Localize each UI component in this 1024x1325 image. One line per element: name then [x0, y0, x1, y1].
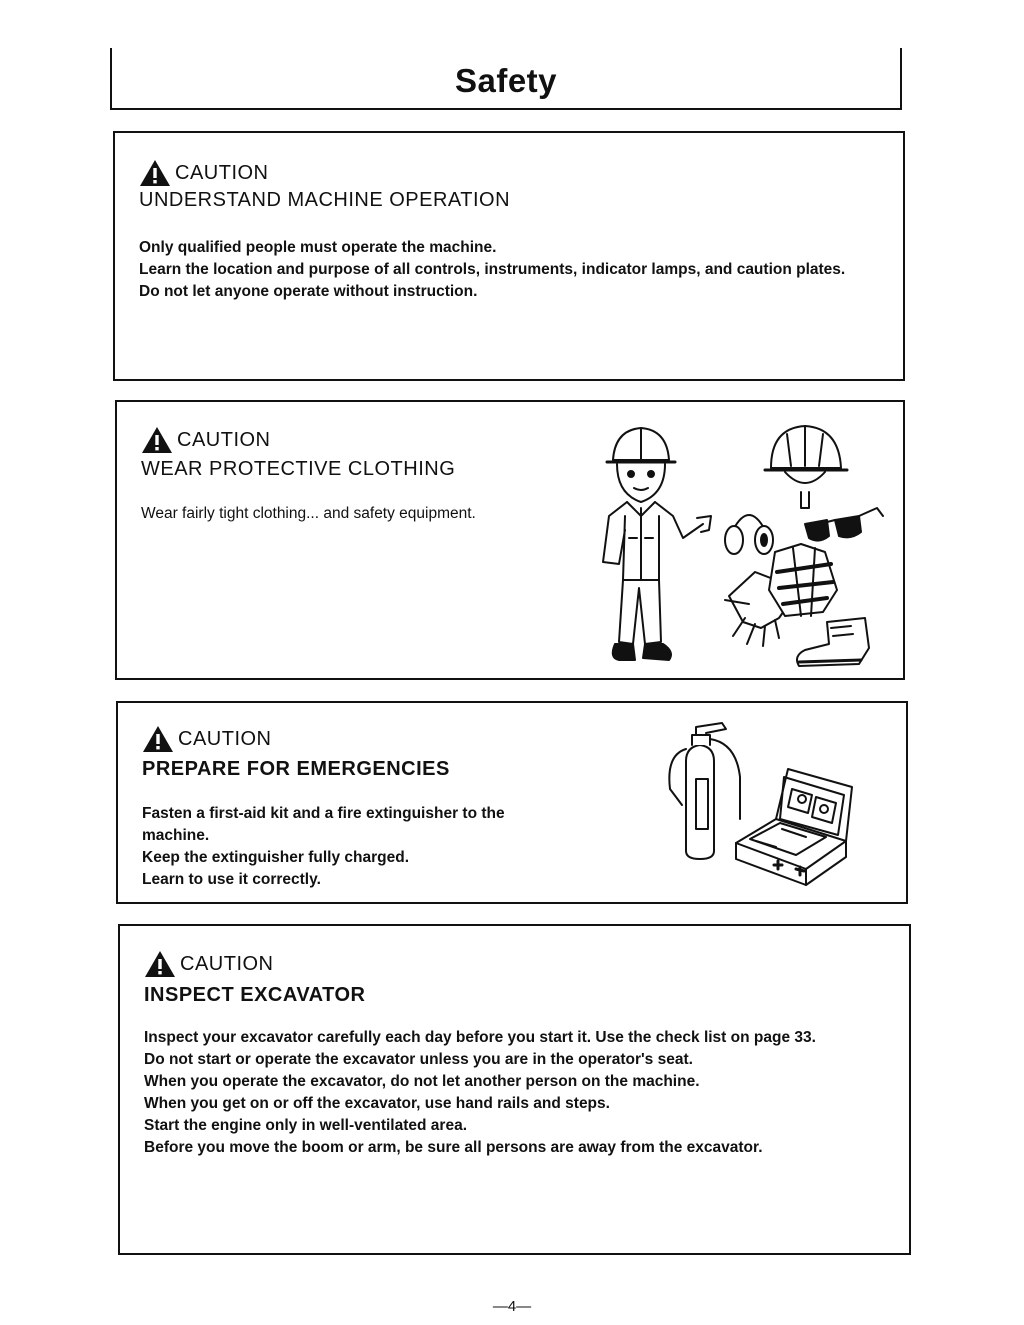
panel-body	[142, 803, 562, 891]
caution-label-row	[142, 725, 272, 753]
body-line: Keep the extinguisher fully charged.	[142, 849, 410, 866]
caution-word: CAUTION	[177, 428, 271, 451]
warning-triangle-icon	[144, 950, 176, 978]
emergency-equipment-illustration	[656, 719, 856, 889]
body-line: Before you move the boom or arm, be sure all persons are away from the excavator.	[144, 1139, 763, 1156]
caution-panel-emergencies	[116, 701, 908, 904]
body-line: Learn to use it correctly.	[142, 871, 321, 888]
caution-panel-protective-clothing	[115, 400, 905, 680]
body-line: Only qualified people must operate the machine.	[139, 239, 497, 256]
body-line: Do not start or operate the excavator unless you are in the operator's seat.	[144, 1051, 693, 1068]
page-header	[110, 48, 902, 110]
caution-label-row	[139, 159, 269, 187]
body-line: Do not let anyone operate without instruction.	[139, 283, 478, 300]
panel-heading: UNDERSTAND MACHINE OPERATION	[139, 189, 511, 211]
warning-triangle-icon	[142, 725, 174, 753]
body-line: When you get on or off the excavator, use hand rails and steps.	[144, 1095, 610, 1112]
body-line: Start the engine only in well-ventilated area.	[144, 1117, 467, 1134]
body-line: Inspect your excavator carefully each day before you start it. Use the check list on page 33.	[144, 1029, 816, 1046]
body-line: Learn the location and purpose of all controls, instruments, indicator lamps, and caution plates.	[139, 261, 846, 278]
warning-triangle-icon	[139, 159, 171, 187]
body-line: Fasten a first-aid kit and a fire extinguisher to the machine.	[142, 805, 505, 844]
panel-body	[144, 1027, 889, 1159]
page-number: —4—	[492, 1298, 532, 1315]
caution-panel-machine-operation	[113, 131, 905, 381]
page-title: Safety	[454, 62, 558, 99]
caution-label-row	[141, 426, 271, 454]
warning-triangle-icon	[141, 426, 173, 454]
caution-word: CAUTION	[180, 952, 274, 975]
panel-heading: WEAR PROTECTIVE CLOTHING	[141, 458, 456, 480]
caution-panel-inspect-excavator	[118, 924, 911, 1255]
caution-word: CAUTION	[175, 161, 269, 184]
protective-clothing-illustration	[579, 412, 894, 670]
body-line: Wear fairly tight clothing... and safety equipment.	[141, 505, 476, 522]
caution-label-row	[144, 950, 274, 978]
body-line: When you operate the excavator, do not let another person on the machine.	[144, 1073, 700, 1090]
panel-body	[139, 237, 884, 303]
panel-heading: PREPARE FOR EMERGENCIES	[142, 758, 450, 780]
caution-word: CAUTION	[178, 727, 272, 750]
panel-heading: INSPECT EXCAVATOR	[144, 984, 366, 1006]
panel-body	[141, 503, 476, 525]
